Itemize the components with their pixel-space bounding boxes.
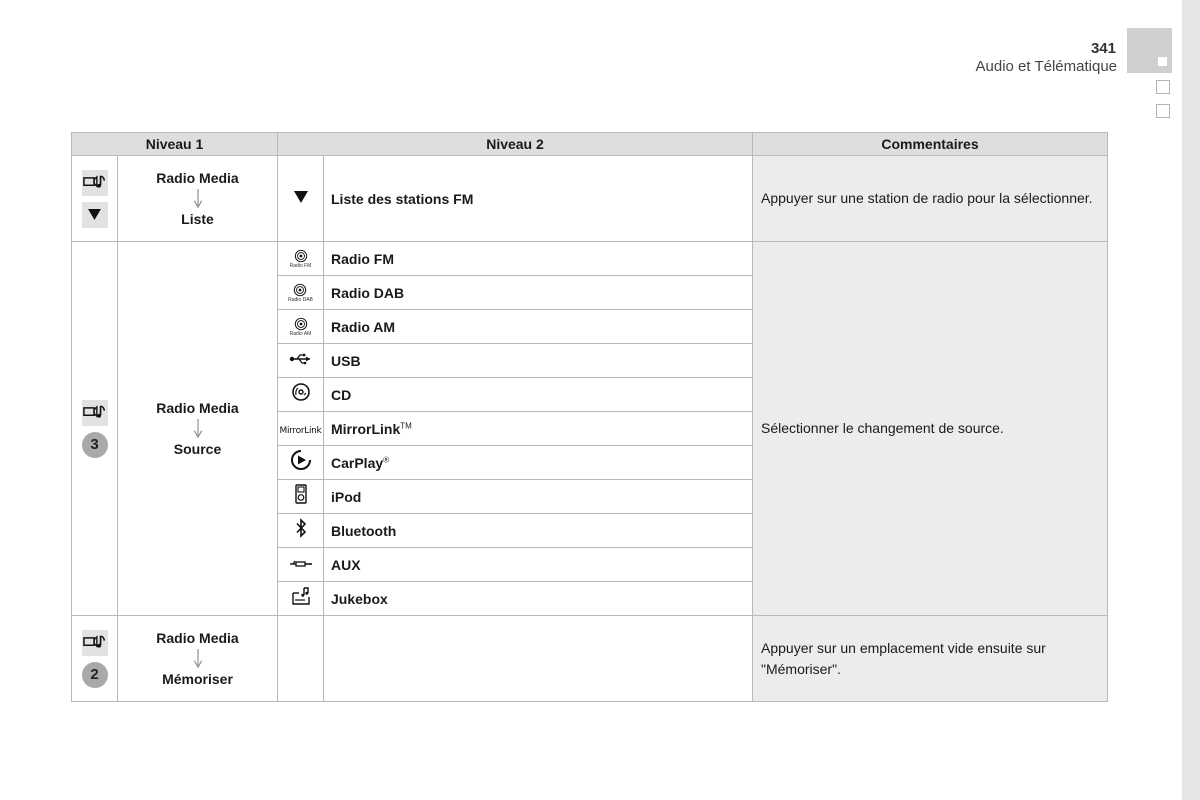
page-margin-strip [1182, 0, 1200, 800]
arrow-down-icon [193, 649, 203, 669]
cd-icon [278, 378, 324, 412]
level2-item: Bluetooth [324, 514, 753, 548]
table-row [72, 156, 1108, 242]
audio-media-icon [82, 170, 108, 196]
page-number: 341 [1090, 40, 1116, 57]
radio-icon: Radio DAB [288, 283, 313, 303]
level2-item: CD [324, 378, 753, 412]
header-commentaires: Commentaires [753, 133, 1108, 156]
arrow-down-icon [193, 419, 203, 439]
level2-item: AUX [324, 548, 753, 582]
level1-sub: Source [173, 440, 222, 457]
bluetooth-icon [278, 514, 324, 548]
level2-item: iPod [324, 480, 753, 514]
level2-item: USB [324, 344, 753, 378]
comment: Appuyer sur une station de radio pour la sélectionner. [753, 156, 1108, 242]
level2-item: CarPlay® [324, 446, 753, 480]
number-3-badge: 3 [82, 432, 108, 458]
table-row [72, 242, 1108, 276]
radio-icon: Radio FM [290, 249, 312, 269]
level2-item: Jukebox [324, 582, 753, 616]
arrow-down-icon [193, 189, 203, 209]
aux-jack-icon [278, 548, 324, 582]
table-row [72, 616, 1108, 702]
header-niveau-2: Niveau 2 [278, 133, 753, 156]
mirrorlink-icon: MirrorLink [279, 425, 322, 436]
jukebox-icon [278, 582, 324, 616]
comment: Appuyer sur un emplacement vide ensuite sur "Mémoriser". [753, 616, 1108, 702]
ipod-icon [278, 480, 324, 514]
chapter-marker [1156, 80, 1170, 94]
level2-item: Liste des stations FM [324, 156, 753, 242]
header-niveau-1: Niveau 1 [72, 133, 278, 156]
down-triangle-icon [278, 156, 324, 242]
level1-title: Radio Media [156, 169, 239, 186]
radio-icon: Radio AM [290, 317, 312, 337]
number-2-badge: 2 [82, 662, 108, 688]
level1-title: Radio Media [156, 629, 239, 646]
audio-media-icon [82, 400, 108, 426]
audio-media-icon [82, 630, 108, 656]
menu-table [71, 132, 1108, 702]
level1-sub: Liste [181, 210, 214, 227]
level2-item: Radio FM [324, 242, 753, 276]
level2-item: Radio DAB [324, 276, 753, 310]
empty-cell [324, 616, 753, 702]
usb-icon [278, 344, 324, 378]
level1-title: Radio Media [156, 399, 239, 416]
level2-item: Radio AM [324, 310, 753, 344]
chapter-tab [1127, 28, 1172, 73]
empty-cell [278, 616, 324, 702]
level1-sub: Mémoriser [162, 670, 233, 687]
down-triangle-icon [82, 202, 108, 228]
carplay-icon [278, 446, 324, 480]
chapter-marker-active [1158, 57, 1167, 66]
chapter-marker [1156, 104, 1170, 118]
level2-item: MirrorLink™ [324, 412, 753, 446]
section-title: Audio et Télématique [975, 58, 1117, 75]
comment: Sélectionner le changement de source. [753, 242, 1108, 616]
